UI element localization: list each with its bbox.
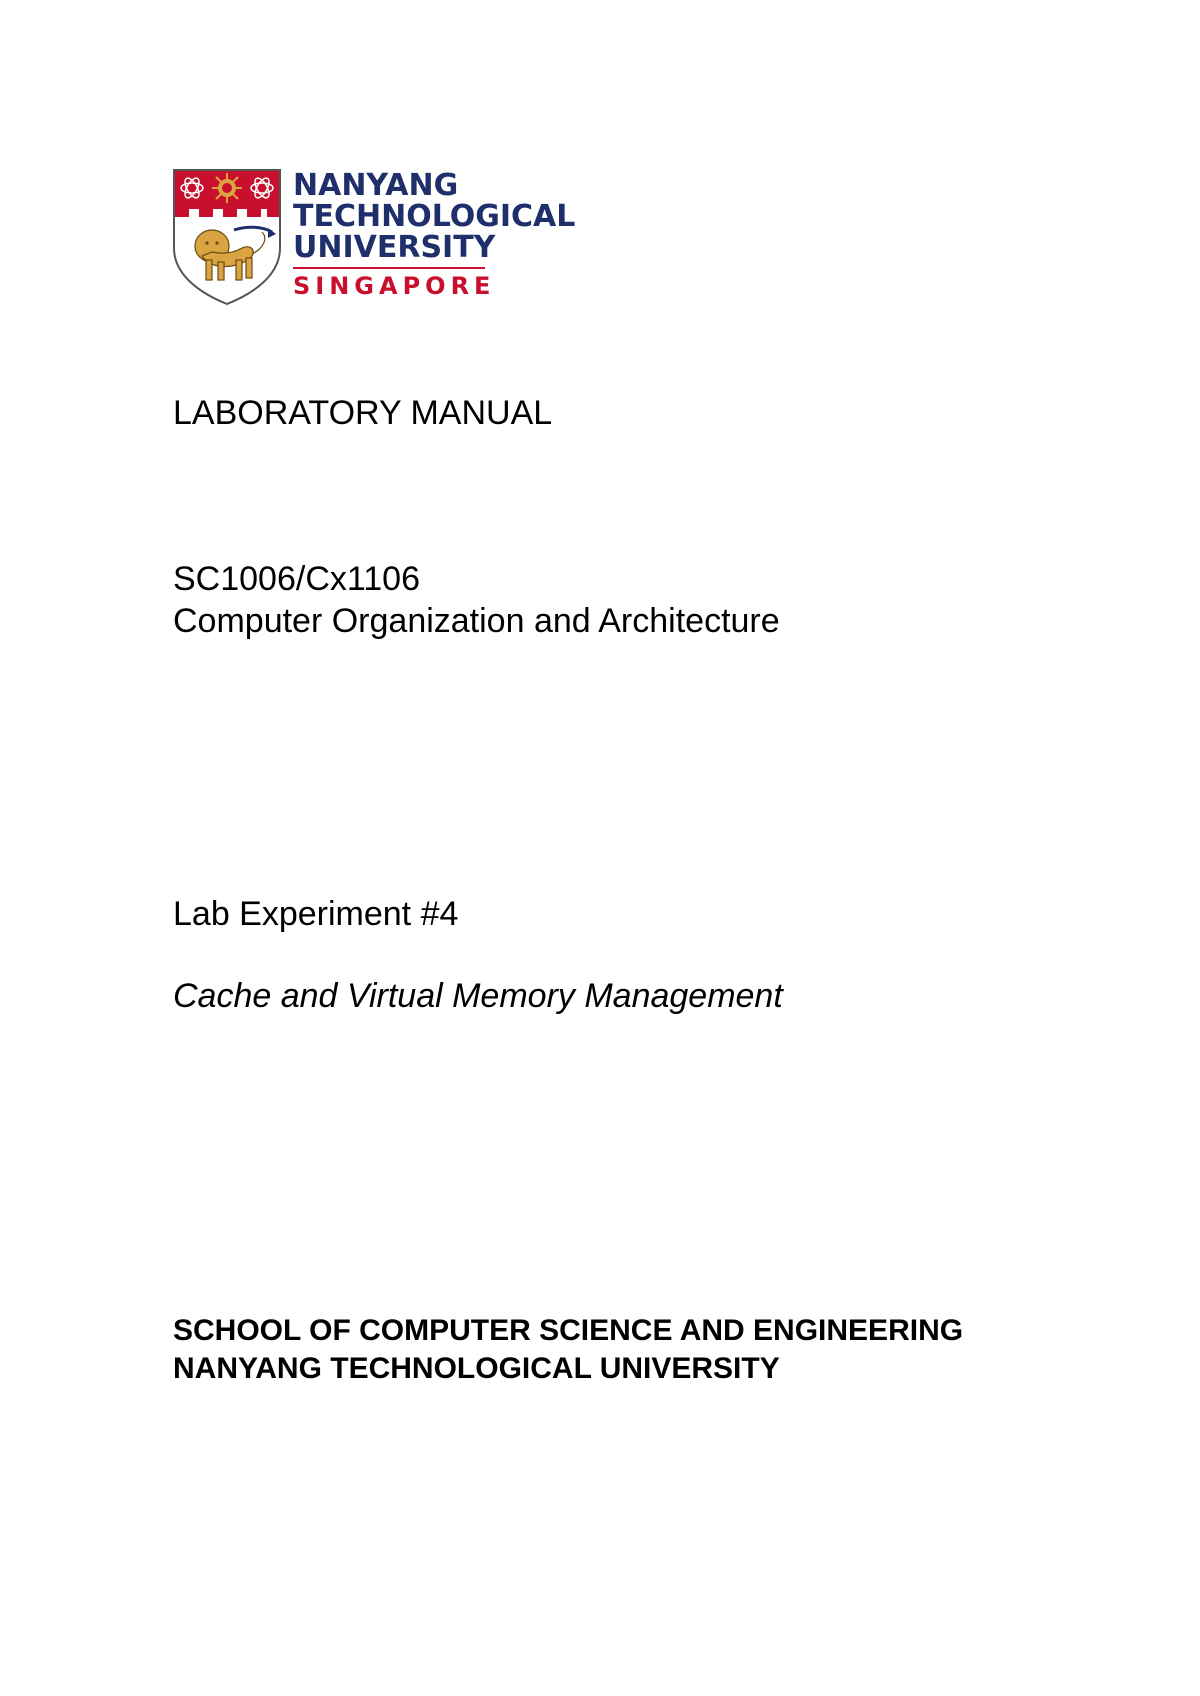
course-name: Computer Organization and Architecture <box>173 602 780 640</box>
ntu-crest-icon <box>172 168 282 306</box>
logo-divider <box>293 267 485 269</box>
ntu-logo <box>172 168 576 308</box>
school-name: SCHOOL OF COMPUTER SCIENCE AND ENGINEERING <box>173 1314 964 1347</box>
logo-name-line-2: TECHNOLOGICAL <box>293 199 576 234</box>
university-name: NANYANG TECHNOLOGICAL UNIVERSITY <box>173 1352 780 1385</box>
manual-title: LABORATORY MANUAL <box>173 394 553 432</box>
logo-name-line-3: UNIVERSITY <box>293 230 496 265</box>
lab-number: Lab Experiment #4 <box>173 895 459 933</box>
lab-topic: Cache and Virtual Memory Management <box>173 977 783 1015</box>
logo-country: SINGAPORE <box>293 272 496 300</box>
course-code: SC1006/Cx1106 <box>173 560 420 598</box>
logo-wordmark <box>293 168 576 301</box>
logo-name-line-1: NANYANG <box>293 168 459 203</box>
